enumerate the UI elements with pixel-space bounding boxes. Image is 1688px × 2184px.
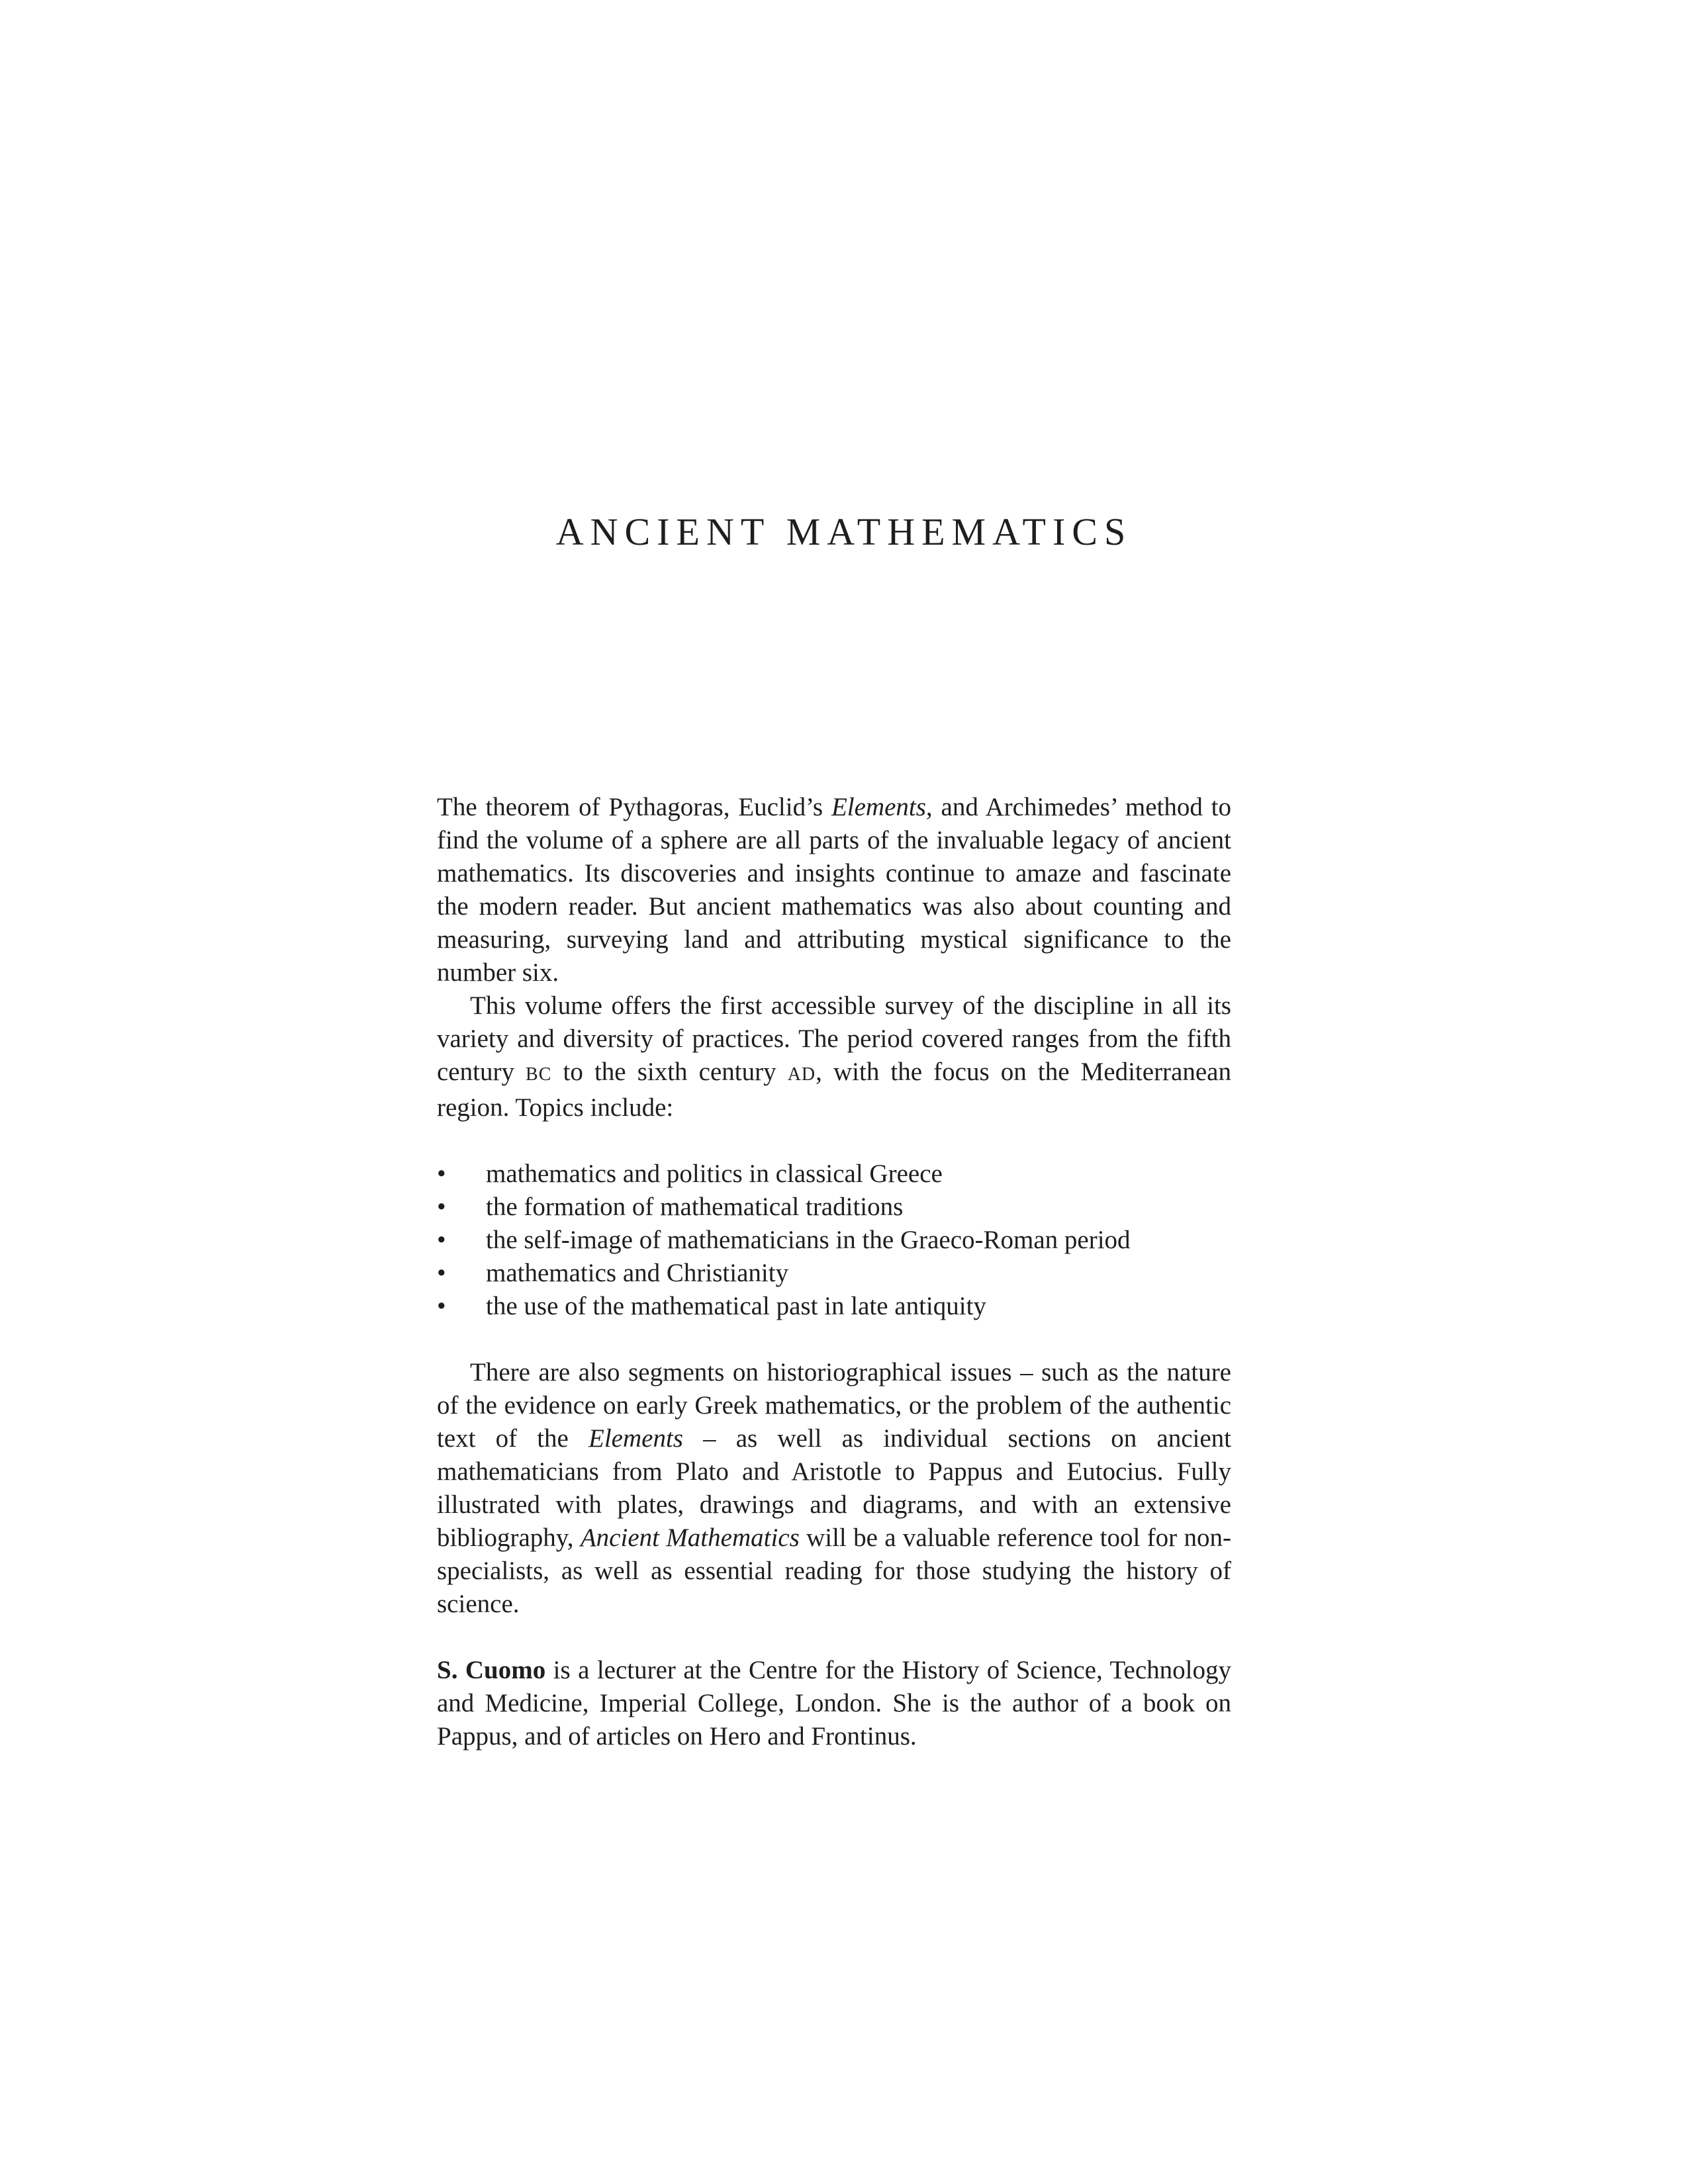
intro-elements-title: Elements [831, 793, 926, 821]
list-item [437, 1224, 1231, 1257]
author-bio: is a lecturer at the Centre for the History of Science, Technology and Medicine, Imperial College, London. She is the author of a book on Pappus, and of articles on Hero and Frontinus. [437, 1656, 1231, 1751]
survey-paragraph [437, 989, 1231, 1124]
segments-text-1: There are also segments on historiographical issues – such as the nature of the evidence on early Greek mathematics, or the problem of the authentic text of the [437, 1358, 1231, 1453]
spacer [437, 1621, 1231, 1654]
spacer [437, 1124, 1231, 1158]
topic-text: the use of the mathematical past in late antiquity [486, 1292, 986, 1320]
segments-paragraph [437, 1356, 1231, 1621]
topic-text: mathematics and politics in classical Greece [486, 1160, 943, 1188]
intro-text-1: The theorem of Pythagoras, Euclid’s [437, 793, 831, 821]
segments-text-2: – as well as individual sections on ancient mathematicians from Plato and Aristotle to Pappus and Eutocius. Fully illustrated with plates, drawings and diagrams, and with an extensive bibliography, [437, 1424, 1231, 1552]
bc-label: BC [526, 1064, 552, 1085]
spacer [437, 1323, 1231, 1356]
blurb [437, 791, 1231, 1753]
list-item [437, 1257, 1231, 1290]
segments-book-title: Ancient Mathematics [580, 1524, 800, 1552]
topic-text: mathematics and Christianity [486, 1259, 789, 1287]
list-item [437, 1290, 1231, 1323]
survey-text-1: This volume offers the first accessible survey of the discipline in all its variety and diversity of practices. The period covered ranges from the fifth century [437, 991, 1231, 1086]
bullet-icon: • [437, 1259, 446, 1287]
topics-list [437, 1158, 1231, 1323]
survey-text-2: to the sixth century [551, 1058, 788, 1086]
ad-label: AD [787, 1064, 816, 1085]
segments-elements-title: Elements [588, 1424, 683, 1453]
intro-text-2: , and Archimedes’ method to find the volume of a sphere are all parts of the invaluable legacy of ancient mathematics. Its discoveries and insights continue to amaze and fascinate the modern reader. But ancient mathematics was also about counting and measuring, surveying land and attributing mystical significance to the number six. [437, 793, 1232, 987]
intro-paragraph [437, 791, 1231, 989]
list-item [437, 1158, 1231, 1191]
author-name: S. Cuomo [437, 1656, 546, 1684]
bullet-icon: • [437, 1160, 446, 1188]
bullet-icon: • [437, 1193, 446, 1221]
author-paragraph [437, 1654, 1231, 1753]
segments-text-3: will be a valuable reference tool for non-specialists, as well as essential reading for those studying the history of science. [437, 1524, 1231, 1618]
topic-text: the self-image of mathematicians in the Graeco-Roman period [486, 1226, 1131, 1254]
bullet-icon: • [437, 1292, 446, 1320]
list-item [437, 1191, 1231, 1224]
book-title: ANCIENT MATHEMATICS [555, 510, 1133, 553]
survey-text-3: , with the focus on the Mediterranean region. Topics include: [437, 1058, 1231, 1122]
topic-text: the formation of mathematical traditions [486, 1193, 904, 1221]
bullet-icon: • [437, 1226, 446, 1254]
